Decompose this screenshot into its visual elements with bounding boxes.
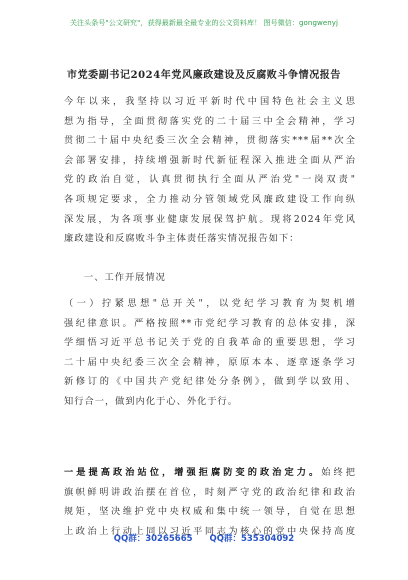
text-line (64, 463, 356, 483)
text-line: （一）拧紧思想"总开关"，以党纪学习教育为契机增 (64, 298, 356, 309)
text-line: 深发展，为各项事业健康发展保驾护航。现将2024年党风 (64, 213, 356, 225)
section-heading: 一、工作开展情况 (84, 272, 166, 283)
text-line: 党的政治自觉，认真贯彻执行全面从严治党"一岗双责" (64, 174, 356, 186)
bold-lead: 一是提高政治站位，增强拒腐防变的政治定力。 (64, 467, 322, 478)
text-run: 始终把 (321, 467, 356, 478)
paragraph-section-1 (64, 294, 356, 412)
text-line: 今年以来，我坚持以习近平新时代中国特色社会主义思 (64, 96, 356, 107)
text-line: 想为指导，全面贯彻落实党的二十届三中全会精神，学习 (64, 115, 356, 127)
text-line: 上政治上行动上同以习近平同志为核心的党中央保持高度 (64, 525, 356, 537)
text-line: 学细悟习近平总书记关于党的自我革命的重要思想，学习 (64, 337, 356, 349)
text-line: 贯彻二十届中央纪委三次全会精神，贯彻落实***届**次全 (64, 135, 356, 147)
document-title: 市党委副书记2024年党风廉政建设及反腐败斗争情况报告 (66, 70, 342, 81)
paragraph-intro (64, 92, 356, 249)
text-line: 廉政建设和反腐败斗争主体责任落实情况报告如下： (64, 233, 300, 245)
promo-banner: 关注头条号"公文研究"，获得最新最全最专业的公文资料库！ 图号微信：gongwenyj (69, 19, 339, 27)
qq-group-1: QQ群：30265665 (113, 534, 193, 544)
footer-contacts (0, 532, 408, 544)
text-line: 旗帜鲜明讲政治摆在首位，时刻严守党的政治纪律和政治 (64, 486, 356, 498)
text-line: 二十届中央纪委三次全会精神，原原本本、逐章逐条学习 (64, 356, 356, 368)
qq-group-2: QQ群：535304092 (209, 534, 295, 544)
paragraph-point-1 (64, 463, 356, 541)
text-line: 知行合一，做到内化于心、外化于行。 (64, 395, 239, 407)
text-line: 规矩，坚决维护党中央权威和集中统一领导，自觉在思想 (64, 506, 356, 518)
text-line: 强纪律意识。严格按照**市党纪学习教育的总体安排，深 (64, 317, 356, 329)
text-line: 新修订的《中国共产党纪律处分条例》，做到学以致用、 (64, 376, 356, 388)
text-line: 会部署安排，持续增强新时代新征程深入推进全面从严治 (64, 154, 356, 166)
text-line: 各项规定要求，全力推动分管领域党风廉政建设工作向纵 (64, 193, 356, 205)
